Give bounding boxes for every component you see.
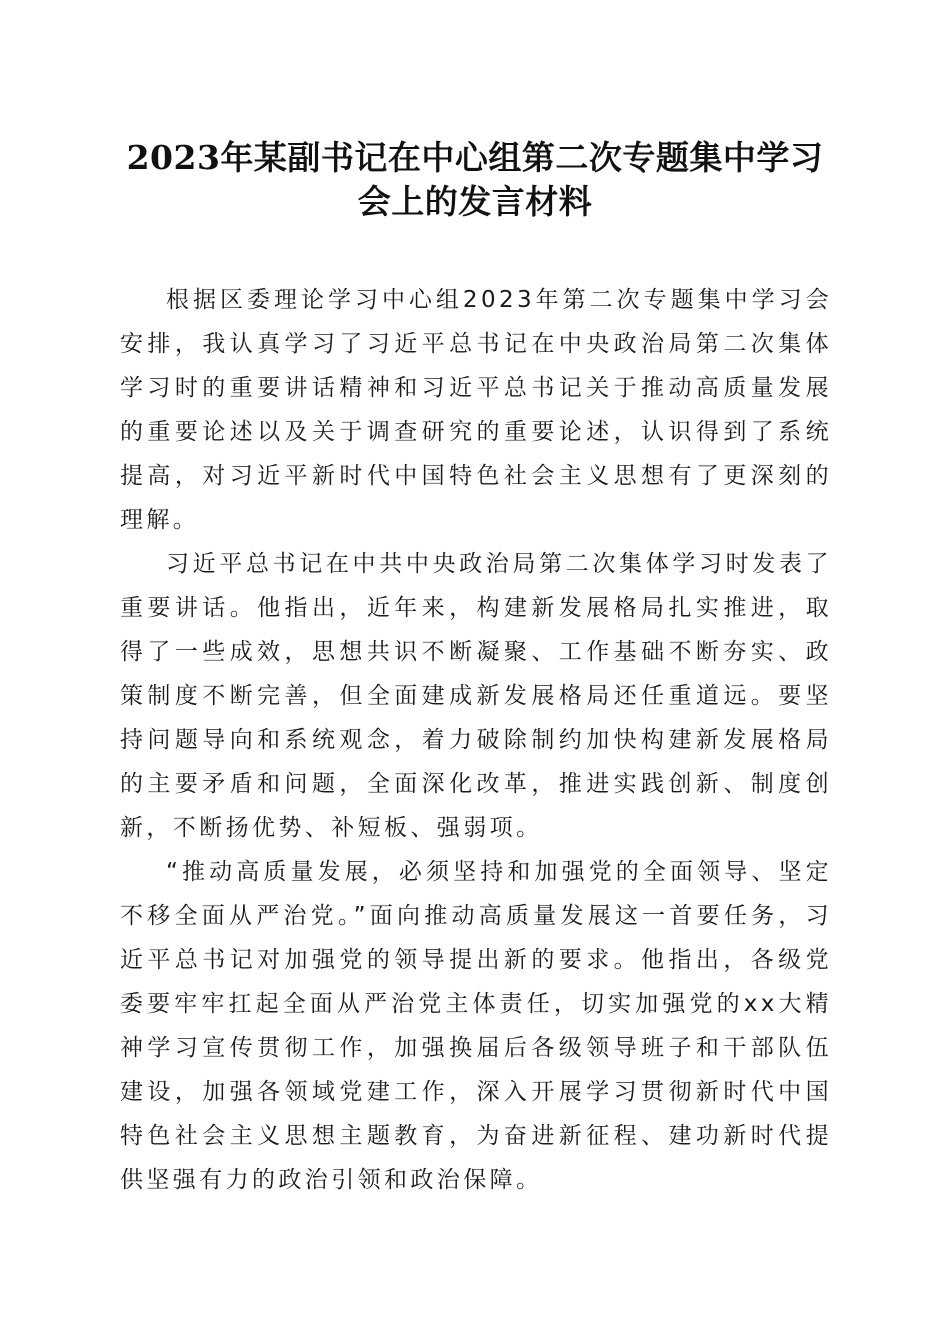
paragraph-2: 习近平总书记在中共中央政治局第二次集体学习时发表了重要讲话。他指出，近年来，构建新发展格局扎实推进，取得了一些成效，思想共识不断凝聚、工作基础不断夯实、政策制度不断完善，但全面建成新发展格局还任重道远。要坚持问题导向和系统观念，着力破除制约加快构建新发展格局的主要矛盾和问题，全面深化改革，推进实践创新、制度创新，不断扬优势、补短板、强弱项。 bbox=[120, 551, 832, 841]
paragraph-3: “推动高质量发展，必须坚持和加强党的全面领导、坚定不移全面从严治党。”面向推动高质量发展这一首要任务，习近平总书记对加强党的领导提出新的要求。他指出，各级党委要牢牢扛起全面从严治党主体责任，切实加强党的xx大精神学习宣传贯彻工作，加强换届后各级领导班子和干部队伍建设，加强各领域党建工作，深入开展学习贯彻新时代中国特色社会主义思想主题教育，为奋进新征程、建功新时代提供坚强有力的政治引领和政治保障。 bbox=[120, 859, 832, 1193]
document-title: 2023年某副书记在中心组第二次专题集中学习会上的发言材料 bbox=[126, 138, 824, 221]
document-body bbox=[120, 278, 832, 1202]
paragraph-1: 根据区委理论学习中心组2023年第二次专题集中学习会安排，我认真学习了习近平总书记在中央政治局第二次集体学习时的重要讲话精神和习近平总书记关于推动高质量发展的重要论述以及关于调查研究的重要论述，认识得到了系统提高，对习近平新时代中国特色社会主义思想有了更深刻的理解。 bbox=[120, 287, 832, 533]
